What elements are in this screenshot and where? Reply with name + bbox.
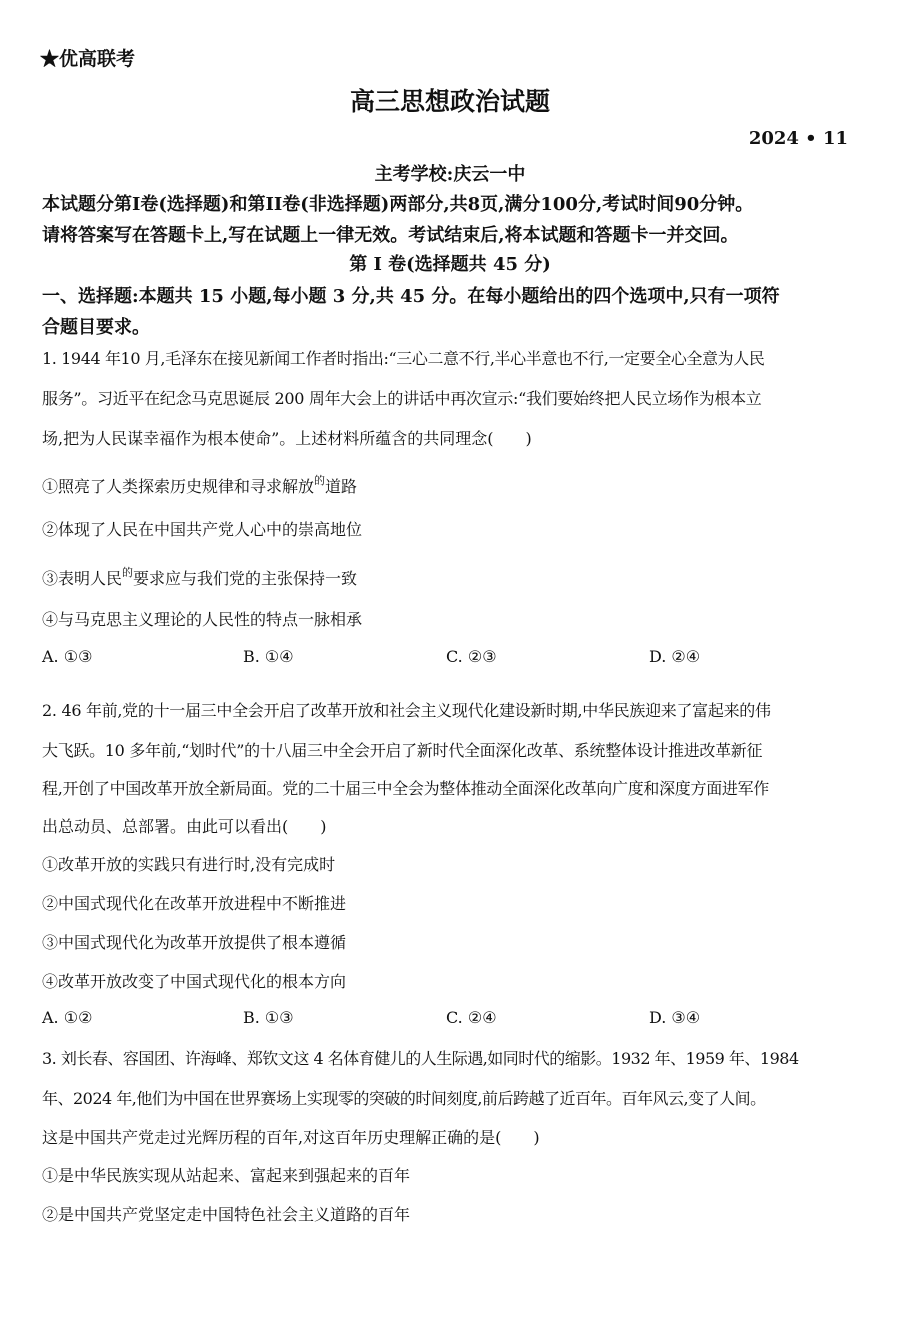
question-option: ①照亮了人类探索历史规律和寻求解放$^的$道路 (42, 474, 358, 496)
answer-choice-a: A. ①② (42, 1008, 93, 1027)
answer-choice-c: C. ②③ (446, 647, 497, 666)
question-option: ②体现了人民在中国共产党人心中的崇高地位 (42, 520, 363, 539)
question-option: ②是中国共产党坚定走中国特色社会主义道路的百年 (42, 1205, 411, 1224)
exam-badge: ★优高联考 (40, 48, 136, 70)
question-text: 年、2024 年,他们为中国在世界赛场上实现零的突破的时间刻度,前后跨越了近百年。百年风云,变了人间。 (42, 1089, 766, 1108)
question-text: 场,把为人民谋幸福作为根本使命”。上述材料所蕴含的共同理念( ) (42, 429, 532, 448)
question-text: 服务”。习近平在纪念马克思诞辰 200 周年大会上的讲话中再次宣示:“我们要始终把人民立场作为根本立 (42, 389, 762, 408)
answer-choice-d: D. ②④ (649, 647, 701, 666)
answer-choice-b: B. ①③ (243, 1008, 294, 1027)
question-text: 1. 1944 年10 月,毛泽东在接见新闻工作者时指出:“三心二意不行,半心半意也不行,一定要全心全意为人民 (42, 349, 765, 368)
section-title: 第 I 卷(选择题共 45 分) (349, 254, 551, 275)
question-text: 程,开创了中国改革开放全新局面。党的二十届三中全会为整体推动全面深化改革向广度和深度方面进军作 (42, 779, 769, 798)
section-directions: 合题目要求。 (42, 317, 150, 338)
question-text: 这是中国共产党走过光辉历程的百年,对这百年历史理解正确的是( ) (42, 1128, 540, 1147)
answer-choice-b: B. ①④ (243, 647, 294, 666)
exam-date: 2024 • 11 (748, 128, 848, 149)
question-text: 2. 46 年前,党的十一届三中全会开启了改革开放和社会主义现代化建设新时期,中华民族迎来了富起来的伟 (42, 701, 771, 720)
section-directions: 一、选择题:本题共 15 小题,每小题 3 分,共 45 分。在每小题给出的四个选项中,只有一项符 (42, 286, 780, 307)
exam-title: 高三思想政治试题 (349, 87, 550, 116)
question-option: ①是中华民族实现从站起来、富起来到强起来的百年 (42, 1166, 411, 1185)
question-option: ④与马克思主义理论的人民性的特点一脉相承 (42, 610, 363, 629)
answer-choice-c: C. ②④ (446, 1008, 497, 1027)
question-option: ②中国式现代化在改革开放进程中不断推进 (42, 894, 347, 913)
instruction-line: 本试题分第I卷(选择题)和第II卷(非选择题)两部分,共8页,满分100分,考试时间90分钟。 (42, 194, 754, 215)
host-school: 主考学校:庆云一中 (374, 164, 526, 185)
question-option: ④改革开放改变了中国式现代化的根本方向 (42, 972, 347, 991)
question-text: 3. 刘长春、容国团、许海峰、郑钦文这 4 名体育健儿的人生际遇,如同时代的缩影。1932 年、1959 年、1984 (42, 1049, 799, 1068)
instruction-line: 请将答案写在答题卡上,写在试题上一律无效。考试结束后,将本试题和答题卡一并交回。 (42, 225, 739, 246)
question-text: 大飞跃。10 多年前,“划时代”的十八届三中全会开启了新时代全面深化改革、系统整体设计推进改革新征 (42, 741, 763, 760)
question-option: ③表明人民$^的$要求应与我们党的主张保持一致 (42, 566, 358, 588)
question-option: ③中国式现代化为改革开放提供了根本遵循 (42, 933, 347, 952)
answer-choice-d: D. ③④ (649, 1008, 701, 1027)
question-text: 出总动员、总部署。由此可以看出( ) (42, 817, 327, 836)
question-option: ①改革开放的实践只有进行时,没有完成时 (42, 855, 336, 874)
answer-choice-a: A. ①③ (42, 647, 93, 666)
